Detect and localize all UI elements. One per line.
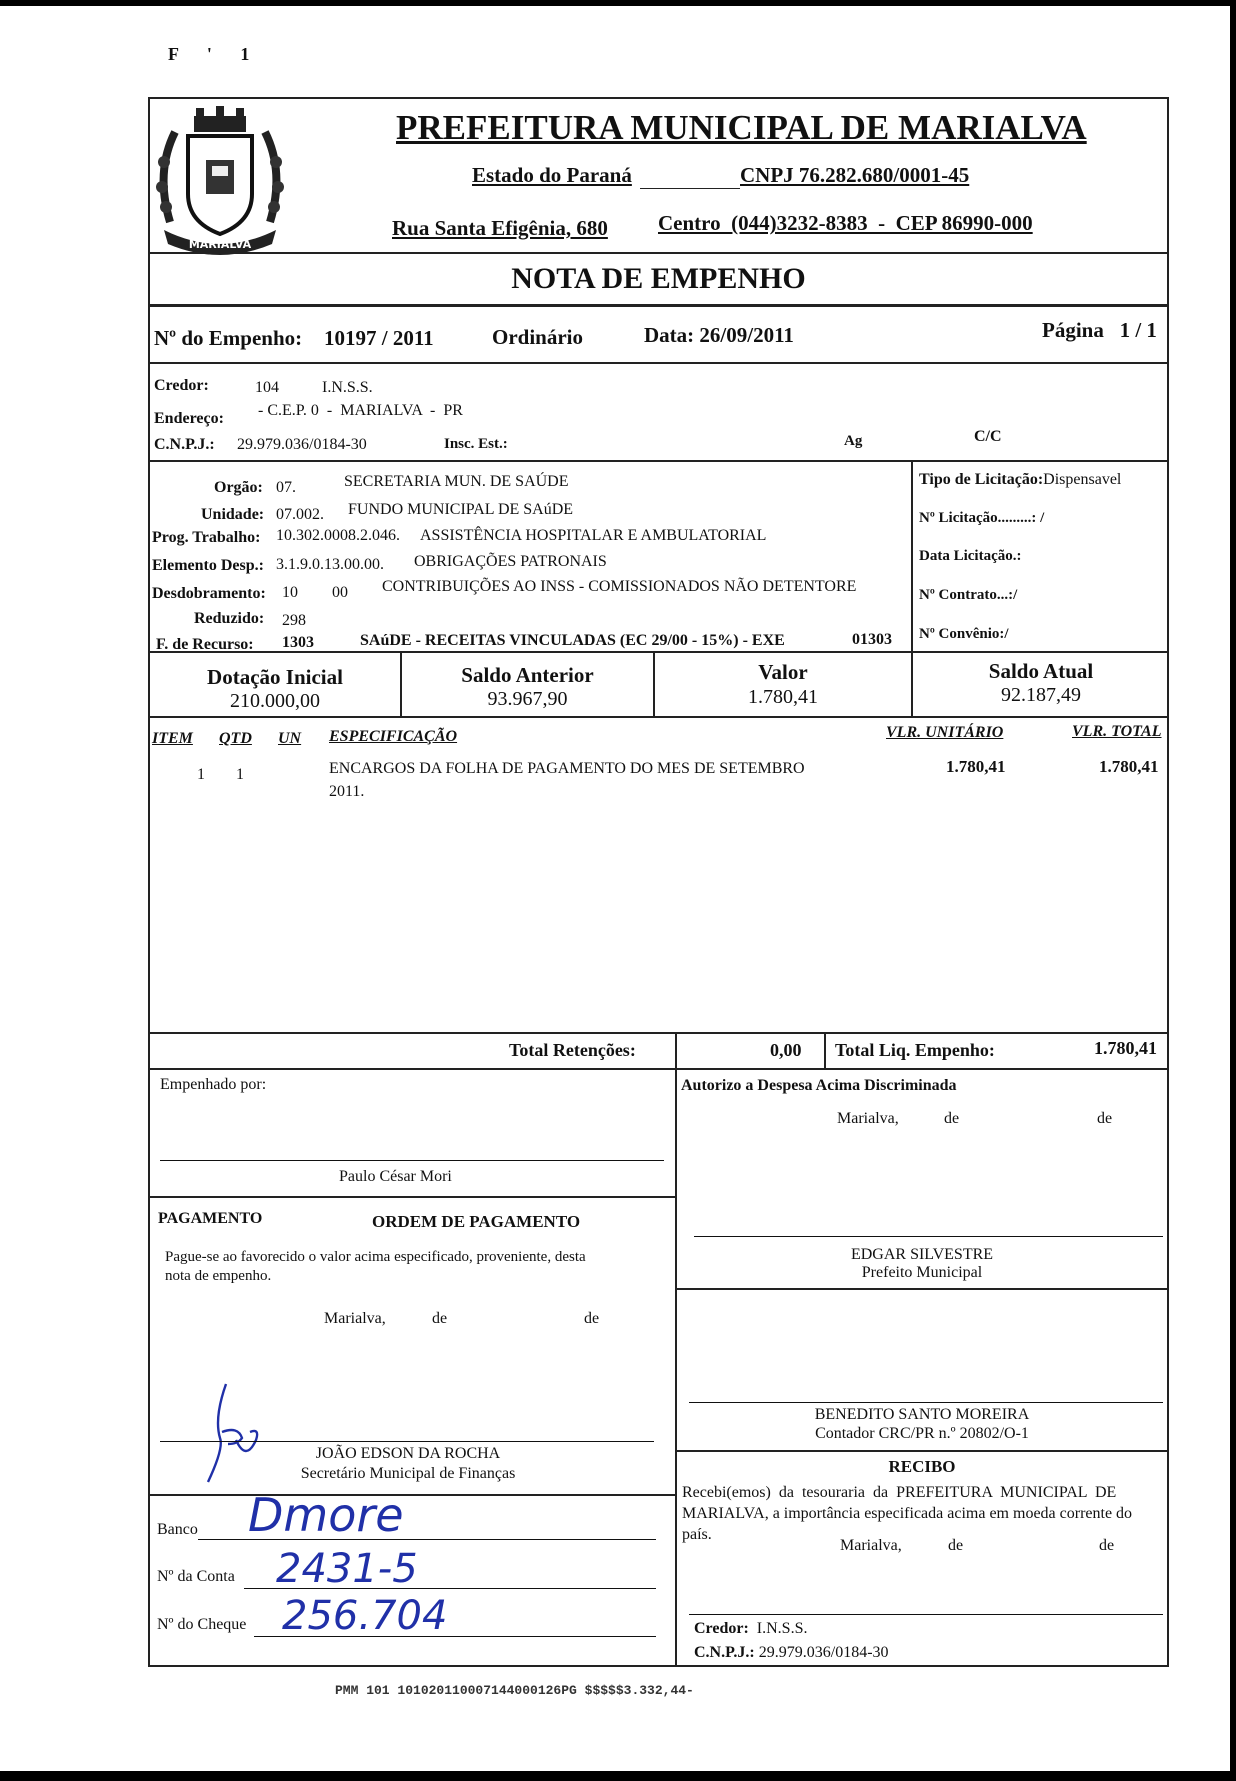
recibo-cnpj-value: 29.979.036/0184-30 [758,1644,889,1661]
contador-title: Contador CRC/PR n.º 20802/O-1 [815,1425,1029,1442]
pagamento-de-1: de [432,1310,448,1327]
divider-vertical [911,460,913,651]
dotacao-label: Dotação Inicial [207,665,343,689]
autorizo-label: Autorizo a Despesa Acima Discriminada [681,1077,957,1094]
recibo-credor-label: Credor: [694,1620,749,1637]
divider [148,1494,675,1496]
cheque-handwritten: 256.704 [282,1593,448,1639]
divider [148,651,1169,653]
total-liquido-label: Total Liq. Empenho: [835,1040,995,1060]
orgao-name: SECRETARIA MUN. DE SAÚDE [344,473,569,490]
credor-address: - C.E.P. 0 - MARIALVA - PR [258,402,463,419]
unidade-code: 07.002. [276,506,324,523]
empenho-date: Data: 26/09/2011 [644,323,794,347]
pagamento-text-line-1: Pague-se ao favorecido o valor acima especificado, proveniente, desta [165,1249,586,1265]
unidade-label: Unidade: [201,506,265,523]
divider [675,1450,1169,1452]
tipo-licitacao-label: Tipo de Licitação: [919,471,1044,488]
contador-name: BENEDITO SANTO MOREIRA [814,1406,1030,1423]
total-liquido-value: 1.780,41 [1094,1038,1157,1058]
saldo-anterior-value: 93.967,90 [487,688,568,710]
header-cnpj: CNPJ 76.282.680/0001-45 [740,163,970,187]
pagamento-de-2: de [584,1310,600,1327]
header-rule [640,188,740,189]
column-header-unit-value: VLR. UNITÁRIO [886,724,1004,741]
divider [148,716,1169,718]
recibo-text-line-2: MARIALVA, a importância especificada acima em moeda corrente do [682,1505,1133,1522]
column-header-spec: ESPECIFICAÇÃO [329,728,458,745]
scan-edge-bottom [0,1771,1236,1781]
recurso-name: SAúDE - RECEITAS VINCULADAS (EC 29/00 - 15%) - EXE [360,632,785,649]
recibo-de-1: de [948,1537,964,1554]
scan-edge-top [0,0,1236,6]
header-address: Rua Santa Efigênia, 680 [392,216,608,240]
numero-convenio: Nº Convênio:/ [919,626,1009,642]
recurso-code: 1303 [282,634,314,651]
autorizo-place: Marialva, [837,1110,899,1127]
total-retencoes-value: 0,00 [770,1040,802,1060]
table-row-item: 1 [197,766,205,783]
pagamento-label: PAGAMENTO [158,1210,263,1227]
banco-label: Banco [157,1521,198,1538]
document-title: NOTA DE EMPENHO [511,262,806,295]
signature-line [160,1441,654,1442]
elemento-name: OBRIGAÇÕES PATRONAIS [414,553,607,570]
column-header-qtd: QTD [219,730,252,747]
recurso-label: F. de Recurso: [156,636,254,653]
municipality-title: PREFEITURA MUNICIPAL DE MARIALVA [396,108,1087,147]
cc-label: C/C [974,428,1002,445]
recibo-de-2: de [1099,1537,1115,1554]
ag-label: Ag [844,433,863,449]
insc-est-label: Insc. Est.: [444,436,508,452]
divider-vertical [824,1032,826,1068]
empenhado-name: Paulo César Mori [339,1168,452,1185]
saldo-atual-label: Saldo Atual [988,659,1094,683]
recibo-title: RECIBO [888,1457,956,1476]
orgao-code: 07. [276,479,296,496]
tipo-licitacao [919,471,1121,489]
elemento-label: Elemento Desp.: [152,557,264,574]
orgao-label: Orgão: [214,479,263,496]
numero-contrato: Nº Contrato...:/ [919,587,1018,603]
valor-value: 1.780,41 [748,686,818,708]
cheque-label: Nº do Cheque [157,1616,247,1633]
divider [148,252,1169,254]
footer-code: PMM 101 101020110007144000126PG $$$$$3.332,44- [335,1683,694,1698]
top-marks: F ' 1 [168,44,262,64]
unidade-name: FUNDO MUNICIPAL DE SAúDE [348,501,574,518]
pagamento-place: Marialva, [324,1310,386,1327]
banco-handwritten: Dmore [248,1488,404,1542]
recurso-number: 01303 [852,631,892,648]
conta-label: Nº da Conta [157,1568,235,1585]
credor-cnpj: 29.979.036/0184-30 [237,436,367,453]
header-contact: Centro (044)3232-8383 - CEP 86990-000 [658,211,1033,235]
reduzido-value: 298 [282,612,306,629]
secretario-title: Secretário Municipal de Finanças [300,1465,516,1482]
svg-text:MARIALVA: MARIALVA [188,238,252,251]
page-number: Página 1 / 1 [1042,318,1157,342]
address-label: Endereço: [154,410,224,427]
divider [675,1288,1169,1290]
prog-trabalho-code: 10.302.0008.2.046. [276,527,400,544]
divider [148,362,1169,364]
saldo-anterior-label: Saldo Anterior [461,663,594,687]
secretario-name: JOÃO EDSON DA ROCHA [315,1445,501,1462]
signature-line [689,1402,1163,1403]
signature-line [689,1614,1163,1615]
signature-line [694,1236,1163,1237]
signature-line [160,1160,664,1161]
prog-trabalho-label: Prog. Trabalho: [152,529,261,546]
autorizo-de-2: de [1097,1110,1113,1127]
coat-of-arms-icon [150,102,290,262]
recibo-place: Marialva, [840,1537,902,1554]
prefeito-title: Prefeito Municipal [861,1264,983,1281]
table-row-spec-line-1: ENCARGOS DA FOLHA DE PAGAMENTO DO MES DE SETEMBRO [329,760,805,777]
table-row-unit-value: 1.780,41 [946,757,1006,776]
table-row-total-value: 1.780,41 [1099,757,1159,776]
divider [148,1068,1169,1070]
credor-label: Credor: [154,377,209,394]
total-retencoes-label: Total Retenções: [509,1040,636,1060]
divider-vertical [675,1068,677,1667]
empenho-number: 10197 / 2011 [324,326,434,350]
conta-handwritten: 2431-5 [276,1546,418,1592]
empenhado-label: Empenhado por: [160,1076,267,1093]
column-header-un: UN [278,730,302,747]
recibo-text-line-3: país. [682,1526,712,1543]
data-licitacao: Data Licitação.: [919,548,1022,564]
divider [148,1032,1169,1034]
table-row-qtd: 1 [236,766,244,783]
recibo-credor [694,1620,807,1638]
reduzido-label: Reduzido: [194,610,265,627]
empenho-number-label: Nº do Empenho: [154,326,303,350]
state-name: Estado do Paraná [472,163,632,187]
desdobramento-label: Desdobramento: [152,585,266,602]
ordem-pagamento-title: ORDEM DE PAGAMENTO [372,1212,581,1231]
divider [148,1196,675,1198]
autorizo-de-1: de [944,1110,960,1127]
recibo-cnpj [694,1644,889,1662]
valor-label: Valor [758,660,808,684]
numero-licitacao: Nº Licitação.........: / [919,510,1045,526]
prog-trabalho-name: ASSISTÊNCIA HOSPITALAR E AMBULATORIAL [420,527,767,544]
elemento-code: 3.1.9.0.13.00.00. [276,556,384,573]
column-header-item: ITEM [152,730,193,747]
divider-vertical [675,1032,677,1068]
column-header-total-value: VLR. TOTAL [1072,723,1162,740]
tipo-licitacao-value: Dispensavel [1043,471,1122,488]
desdobramento-code-1: 10 [282,584,298,601]
recibo-credor-value: I.N.S.S. [756,1620,808,1637]
desdobramento-name: CONTRIBUIÇÕES AO INSS - COMISSIONADOS NÃO DETENTORE [382,578,857,595]
divider [148,460,1169,462]
recibo-text-line-1: Recebi(emos) da tesouraria da PREFEITURA MUNICIPAL DE [682,1484,1117,1501]
pagamento-text-line-2: nota de empenho. [165,1268,272,1284]
recibo-cnpj-label: C.N.P.J.: [694,1644,755,1661]
divider [148,304,1169,307]
table-row-spec-line-2: 2011. [329,783,365,800]
empenho-type: Ordinário [492,325,584,349]
credor-cnpj-label: C.N.P.J.: [154,436,215,453]
credor-code: 104 [255,379,279,396]
desdobramento-code-2: 00 [332,584,348,601]
prefeito-name: EDGAR SILVESTRE [850,1246,994,1263]
dotacao-value: 210.000,00 [230,690,320,712]
saldo-atual-value: 92.187,49 [1001,684,1081,706]
credor-name: I.N.S.S. [322,379,373,396]
scan-edge-right [1230,0,1236,1781]
